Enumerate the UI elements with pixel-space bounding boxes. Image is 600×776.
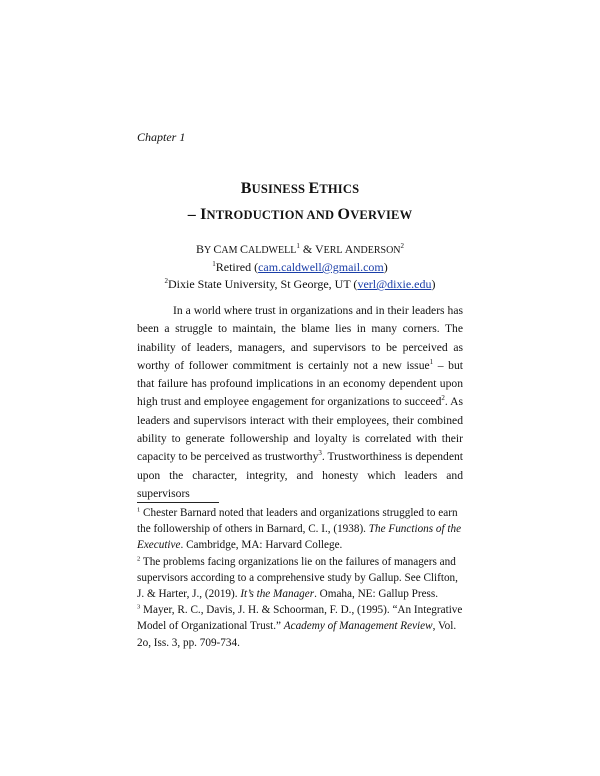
affiliation-2: $^2$Dixie State University, St George, UT (verl@dixie.edu) [164,277,436,291]
footnote-3: $^3$ Mayer, R. C., Davis, J. H. & Schoorman, F. D., (1995). “An Integrative Model of Organizational Trust.” Academy of Management Review, Vol. 2o, Iss. 3, pp. 709-734. [137,603,463,649]
author-byline: BY CAM CALDWELL$^1$ & VERL ANDERSON$^2$ [195,242,405,256]
footnote-2: $^2$ The problems facing organizations lie on the failures of managers and supervisors according to a comprehensive study by Gallup. See Clifton, J. & Harter, J., (2019). It’s the Manager. Omaha, NE: Gallup Press. [137,554,458,601]
footnotes [137,505,463,651]
affiliation-1: $^1$Retired (cam.caldwell@gmail.com) [212,260,388,274]
footnote-separator [137,502,219,503]
chapter-label: Chapter 1 [137,130,186,144]
body-paragraph: In a world where trust in organizations and in their leaders has been a struggle to maintain, the blame lies in many corners. The inability of leaders, managers, and supervisors to be perceived as worthy of follower commitment is certainly not a new issue$^1$ – but that failure has profound implications in an economy dependent upon high trust and employee engagement for organizations to succeed$^2$. As leaders and supervisors interact with their employees, their combined ability to generate followership and loyalty is correlated with their capacity to be perceived as trustworthy$^3$. Trustworthiness is dependent upon the character, integrity, and honesty which leaders and supervisors [137,304,464,500]
footnote-ref-1[interactable]: 1 [429,358,434,367]
email-link-anderson[interactable]: verl@dixie.edu [357,277,432,291]
footnote-1: $^1$ Chester Barnard noted that leaders and organizations struggled to earn the followership of others in Barnard, C. I., (1938). The Functions of the Executive. Cambridge, MA: Harvard College. [137,506,462,552]
footnote-ref-3[interactable]: 3 [318,449,322,458]
email-link-caldwell[interactable]: cam.caldwell@gmail.com [258,260,384,274]
footnote-ref-2[interactable]: 2 [441,394,445,403]
title-line-2: – INTRODUCTION AND OVERVIEW [187,206,413,223]
title-line-1: BUSINESS ETHICS [240,180,360,197]
